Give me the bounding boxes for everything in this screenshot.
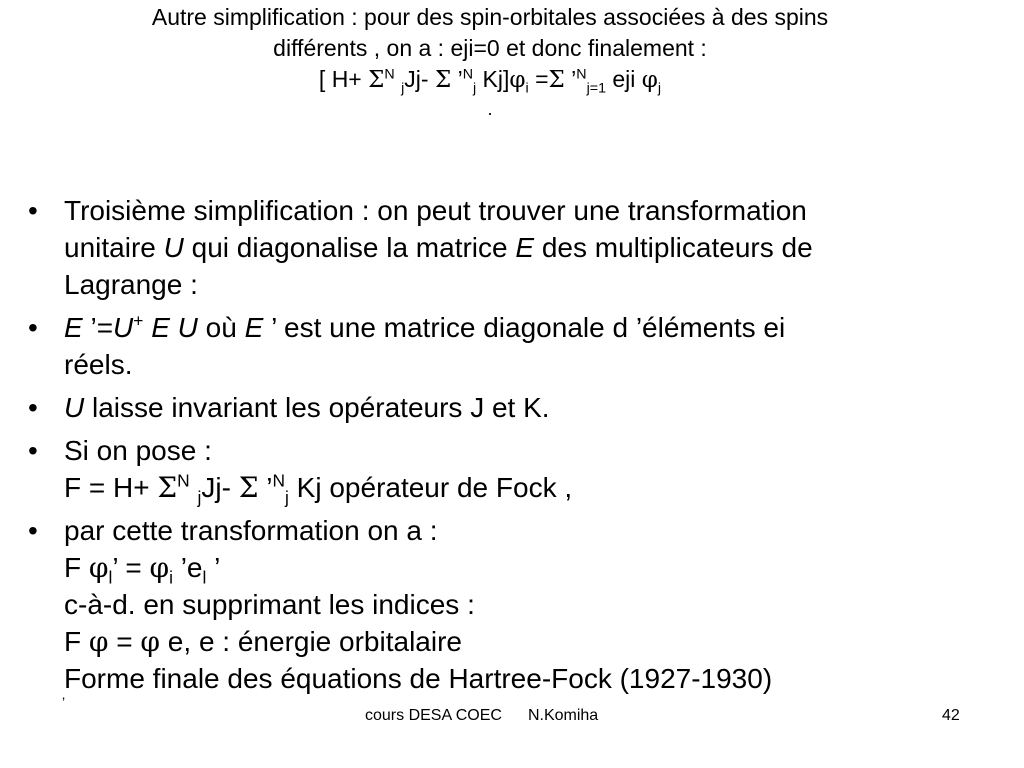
bullet-marker: • [28, 312, 38, 343]
page-number: 42 [942, 707, 960, 724]
bullet-marker: • [28, 195, 38, 226]
bullet-line: Si on pose : [64, 435, 212, 466]
eq-sub: j=1 [586, 80, 606, 97]
eq-text: = [528, 66, 549, 92]
eq-sup: N [384, 66, 395, 83]
var-U: U [177, 312, 198, 343]
bullet-item-transformation [28, 192, 998, 303]
bullet-item-invariant [28, 389, 998, 426]
text: ’e [172, 552, 203, 583]
text: qui diagonalise la matrice [183, 232, 516, 263]
eq-sup: N [462, 66, 473, 83]
text: ’ = [112, 552, 150, 583]
eq-sup: N [576, 66, 587, 83]
text: F = H+ [64, 472, 158, 503]
title-line-1: Autre simplification : pour des spin-orbitales associées à des spins [151, 4, 829, 30]
title-dot: . [487, 99, 493, 119]
phi-symbol: φ [509, 67, 526, 93]
text: ’ est une matrice diagonale d ’éléments ei [263, 312, 786, 343]
bullet-line [64, 309, 998, 346]
text: e, e : énergie orbitalaire [160, 626, 462, 657]
title-line-2: différents , on a : eji=0 et donc finalement : [273, 35, 707, 61]
var-E: E [64, 312, 83, 343]
bullet-item-hartree-fock [28, 512, 998, 697]
phi-symbol: φ [88, 551, 109, 584]
eq-sup: N [272, 470, 286, 491]
text: Jj- [201, 472, 239, 503]
eq-sub: j [473, 80, 477, 97]
eq-sub: j [285, 487, 289, 508]
bullet-line: Lagrange : [64, 269, 198, 300]
sigma-symbol: Σ [157, 471, 178, 504]
var-E: E [244, 312, 264, 343]
eq-sub: j [657, 80, 662, 97]
footer-author: N.Komiha [527, 707, 599, 724]
bullet-line: Forme finale des équations de Hartree-Fock (1927-1930) [64, 663, 773, 694]
fock-operator-equation [64, 469, 998, 506]
eq-sub: j [197, 487, 202, 508]
eq-sub: i [169, 567, 173, 588]
eq-text: [ H+ [318, 66, 369, 92]
eq-sub: j [401, 80, 405, 97]
text: des multiplicateurs de [534, 232, 813, 263]
text: où [197, 312, 245, 343]
var-U: U [163, 232, 184, 263]
bullet-line: c-à-d. en supprimant les indices : [64, 589, 475, 620]
sigma-symbol: Σ [368, 67, 385, 93]
bullet-item-fock-operator [28, 432, 998, 506]
footer-course: cours DESA COEC [365, 707, 502, 724]
var-U: U [64, 392, 85, 423]
bullet-line: Troisième simplification : on peut trouver une transformation [64, 195, 807, 226]
sigma-symbol: Σ [548, 67, 565, 93]
text: F [64, 626, 89, 657]
eq-sub: l [202, 567, 207, 588]
var-U: U [113, 312, 134, 343]
text: ’ [206, 552, 221, 583]
phi-symbol: φ [140, 625, 161, 658]
sup-plus: + [133, 310, 144, 331]
bullet-marker: • [28, 515, 38, 546]
footer [365, 707, 624, 725]
eq-text: eji [606, 66, 642, 92]
text: ’= [82, 312, 114, 343]
bullet-line [64, 229, 998, 266]
text: laisse invariant les opérateurs J et K. [84, 392, 550, 423]
phi-symbol: φ [641, 67, 658, 93]
eq-sup: N [177, 470, 190, 491]
eq-text: Kj] [476, 66, 510, 92]
phi-symbol: φ [149, 551, 170, 584]
slide-title [40, 2, 940, 122]
phi-symbol: φ [88, 625, 109, 658]
bullet-marker: • [28, 392, 38, 423]
small-mark: ’ [62, 694, 66, 710]
bullet-list [28, 192, 998, 703]
eigen-equation [64, 623, 998, 660]
sigma-symbol: Σ [238, 471, 259, 504]
eq-text: ’ [564, 66, 577, 92]
eq-sub: i [525, 80, 529, 97]
title-equation [40, 64, 940, 96]
eq-text: Jj- [404, 66, 435, 92]
bullet-line [64, 389, 998, 426]
bullet-line: par cette transformation on a : [64, 515, 438, 546]
sigma-symbol: Σ [434, 67, 452, 93]
eq-text: ’ [451, 66, 463, 92]
eq-sub: l [108, 567, 113, 588]
bullet-marker: • [28, 435, 38, 466]
eigen-equation-indexed [64, 549, 998, 586]
text: F [64, 552, 89, 583]
var-E: E [515, 232, 535, 263]
text: unitaire [64, 232, 164, 263]
text: Kj opérateur de Fock , [288, 472, 573, 503]
var-E: E [151, 312, 170, 343]
text: ’ [258, 472, 273, 503]
text [170, 312, 178, 343]
bullet-item-diagonal [28, 309, 998, 383]
bullet-line: réels. [64, 349, 133, 380]
text: = [108, 626, 141, 657]
